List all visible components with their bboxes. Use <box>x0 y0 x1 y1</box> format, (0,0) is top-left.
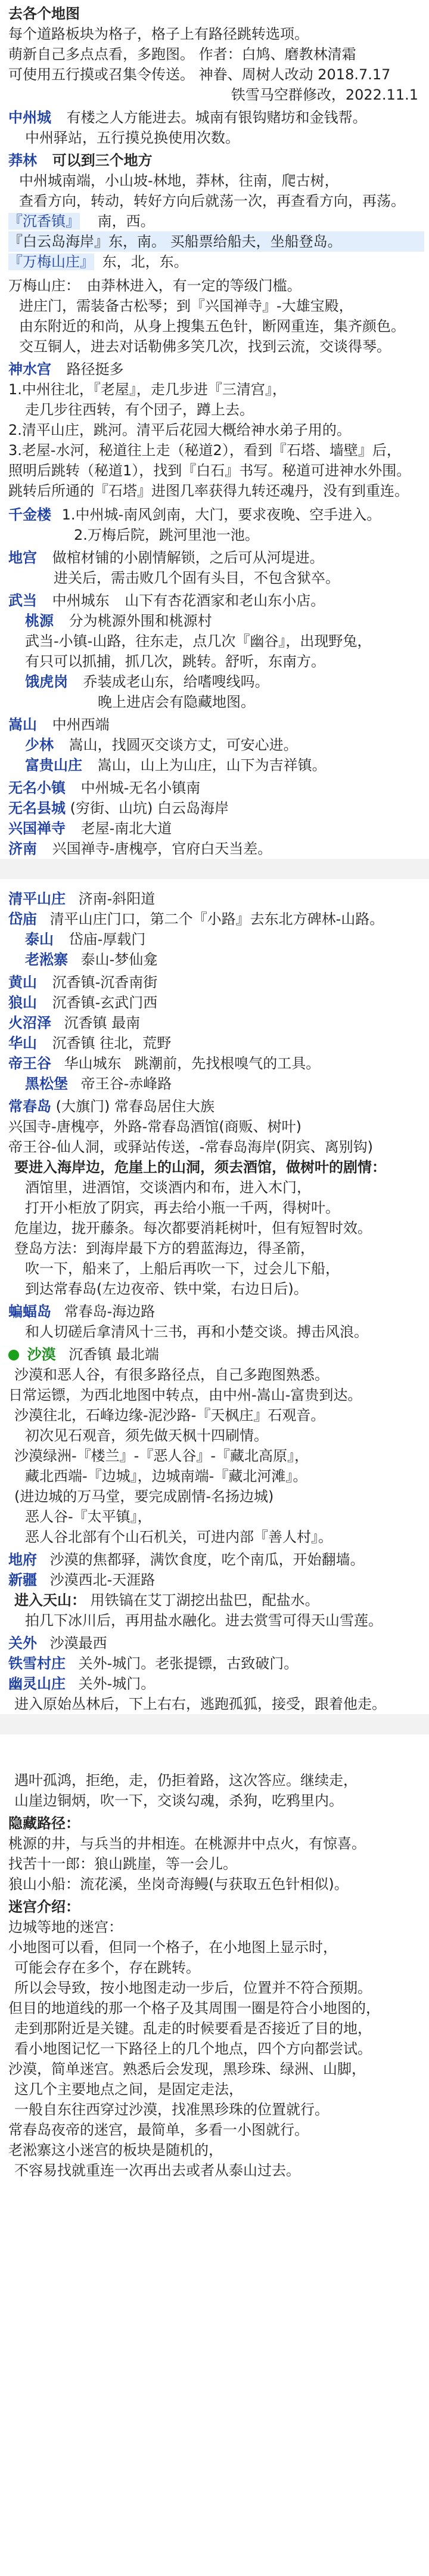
entry-text: 可能会存在多个，存在跳转。 <box>14 1959 200 1976</box>
guide-sheet-2 <box>0 882 429 1739</box>
entry-text: 到达常春岛(左边夜帝、铁中棠，右边日后)。 <box>25 1281 308 1297</box>
entry-huangshan <box>8 972 424 992</box>
entry-text: (大旗门) 常春岛居住大族 <box>55 1098 214 1115</box>
entry-guanwai <box>8 1633 424 1653</box>
entry-text: 跳转后所通的『石塔』进图几率获得九转还魂丹，没有到重连。 <box>8 483 409 499</box>
entry-text: 常春岛夜帝的迷宫，最简单，多看一小图就行。 <box>8 2122 309 2138</box>
entry-text: 走到那附近是关键。乱走的时候要看是否接近了目的地， <box>14 2020 372 2037</box>
route-label: 『沉香镇』 <box>8 213 80 230</box>
place-heading: 富贵山庄 <box>25 757 82 774</box>
entry-heisongbao <box>8 1074 424 1094</box>
place-heading: 中州城 <box>8 109 51 126</box>
route-label: 『万梅山庄』 <box>8 253 94 270</box>
entry-shaolin <box>8 735 424 755</box>
entry-text: 分为桃源外围和桃源村 <box>69 613 212 629</box>
place-heading: 济南 <box>8 840 37 857</box>
entry-text: 走几步往西转，有个団子，蹲上去。 <box>25 401 254 418</box>
entry-text: 酒馆里，进酒馆，交谈酒内和布，进入木门， <box>25 1179 311 1196</box>
entry-text: 要进入海岸边，危崖上的山洞，须去酒馆，做树叶的剧情： <box>14 1159 386 1176</box>
place-heading: 无名小镇 <box>8 780 66 796</box>
place-heading: 蝙蝠岛 <box>8 1303 51 1320</box>
entry-text: 华山城东 <box>64 1055 122 1072</box>
entry-xingguo <box>8 818 424 839</box>
entry-text: 查看方向，转动，转好方向后就荡一次，再查看方向，再荡。 <box>19 193 405 209</box>
sheet-divider <box>0 1714 429 1734</box>
place-heading: 嵩山 <box>8 716 37 733</box>
entry-wuming-xian <box>8 798 424 818</box>
entry-text: 沙漠和恶人谷，有很多路径点，自己多跑图熟悉。 <box>14 1366 329 1383</box>
place-heading: 地府 <box>8 1551 37 1568</box>
place-heading: 岱庙 <box>8 911 37 927</box>
doc-intro: 可使用五行摸或召集令传送。 神眷、周树人改动 2018.7.17 <box>8 66 391 83</box>
entry-huashan <box>8 1033 424 1053</box>
place-heading: 桃源 <box>25 613 54 629</box>
entry-text: 3.老屋-水河，秘道往上走（秘道2），看到『石塔、墙壁』后， <box>8 442 401 459</box>
entry-text: (进边城的万马堂，要完成剧情-名扬边城) <box>14 1488 274 1505</box>
entry-tiexue <box>8 1653 424 1674</box>
entry-text: 桃源的井，与兵当的井相连。在桃源井中点火，有惊喜。 <box>8 1835 366 1852</box>
entry-text: 用铁镐在艾丁湖挖出盐巴，配盐水。 <box>90 1592 319 1609</box>
entry-text: 岱庙-厚载门 <box>69 931 146 948</box>
entry-xinjiang <box>8 1570 424 1590</box>
entry-text: 沉香镇 往北，荒野 <box>52 1035 172 1052</box>
place-heading: 千金楼 <box>8 506 51 523</box>
entry-text: 恶人谷北部有个山石机关，可进内部『善人村』。 <box>25 1529 332 1545</box>
entry-text: 进关后，需击败几个固有头目，不包含狱卒。 <box>54 570 340 586</box>
entry-text: (穷街、山坑) 白云岛海岸 <box>70 800 229 817</box>
entry-text: 『白云岛海岸』东，南。 买船票给船夫，坐船登岛。 <box>8 231 424 252</box>
entry-tianshan <box>8 1590 424 1610</box>
doc-intro: 萌新自己多点点看，多跑图。 作者：白鸠、磨教林清霜 <box>8 46 356 63</box>
entry-text: 有只可以抓捕，抓几次，跳转。舒听，东南方。 <box>25 653 325 670</box>
entry-subtitle: 进入天山： <box>14 1592 86 1609</box>
entry-text: 帝王谷-仙人洞，或驿站传送，-常春岛海岸(阴宾、离别钩) <box>8 1139 374 1155</box>
place-heading: 泰山 <box>25 931 54 948</box>
sheet-divider <box>0 859 429 879</box>
entry-text: 恶人谷-『太平镇』， <box>25 1508 152 1525</box>
entry-text: 所以会导致，按小地图走动一步后，位置并不符合预期。 <box>14 1980 372 1996</box>
place-heading: 铁雪村庄 <box>8 1655 66 1672</box>
place-heading: 黄山 <box>8 974 37 991</box>
entry-text: 乔装成老山东，给嗜嗖线吗。 <box>83 673 269 690</box>
place-heading: 武当 <box>8 592 37 609</box>
entry-text: 兴国禅寺-唐槐亭，官府白天当差。 <box>52 840 272 857</box>
entry-text: 沉香镇 最北端 <box>69 1346 159 1363</box>
green-dot-icon <box>8 1350 19 1360</box>
entry-text: 关外-城门。老张提镖，古致破门。 <box>78 1655 299 1672</box>
entry-text: 沙漠往北，石峰边缘-泥沙路-『天枫庄』石观音。 <box>14 1407 325 1424</box>
entry-text: 拍几下冰川后，再用盐水融化。进去赏雪可得天山雪莲。 <box>25 1612 383 1629</box>
place-heading: 关外 <box>8 1635 37 1652</box>
place-heading: 地宫 <box>8 549 37 566</box>
entry-text: 小地图可以看，但同一个格子，在小地图上显示时， <box>8 1939 337 1956</box>
entry-taoyuan <box>8 611 424 631</box>
entry-text: 找苦十一郎：狼山跳崖，等一会儿。 <box>8 1856 237 1872</box>
entry-laosong <box>8 950 424 970</box>
place-heading: 新疆 <box>8 1572 37 1588</box>
entry-text: 沙漠西北-天涯路 <box>49 1572 156 1588</box>
entry-text: 进入原始丛林后，下上右右，逃跑孤狐，接受，跟着他走。 <box>14 1696 386 1712</box>
entry-text: 山崖边铜炳，吹一下，交谈勾魂，杀狗，吃鸦里内。 <box>14 1792 343 1809</box>
entry-text: 南，西。 <box>97 213 155 230</box>
entry-text: 沙漠，简单迷宫。熟悉后会发现，黑珍珠、绿洲、山脚， <box>8 2061 366 2077</box>
entry-langshan <box>8 992 424 1013</box>
entry-jinan <box>8 839 424 859</box>
entry-text: 中州城南端，小山坡-林地，莽林，往南，爬古树， <box>19 172 339 189</box>
entry-text: 2.清平山庄，跳河。清平后花园大概给神水弟子用的。 <box>8 422 351 438</box>
place-heading: 帝王谷 <box>8 1055 51 1072</box>
entry-text: 不容易找就重连一次再出去或者从泰山过去。 <box>14 2162 300 2179</box>
entry-text: 东，北，东。 <box>102 253 188 270</box>
entry-subtitle: 路径挺多 <box>66 361 124 378</box>
entry-manglin <box>8 150 424 171</box>
guide-sheet-3 <box>0 1734 429 2576</box>
entry-text: 这几个主要地点之间，是固定走法， <box>14 2081 243 2098</box>
entry-text: 嵩山，山上为山庄，山下为吉祥镇。 <box>97 757 327 774</box>
entry-qingping <box>8 889 424 909</box>
entry-text: 和人切磋后拿清风十三书，再和小楚交谈。搏击风浪。 <box>25 1323 368 1340</box>
place-heading: 清平山庄 <box>8 890 66 907</box>
place-heading: 常春岛 <box>8 1098 51 1115</box>
entry-text: 老淞寨这小迷宫的板块是随机的， <box>8 2142 223 2158</box>
place-heading: 饿虎岗 <box>25 673 68 690</box>
place-heading: 神水宫 <box>8 361 51 378</box>
entry-wudang <box>8 590 424 611</box>
entry-text: 中州城-无名小镇南 <box>80 780 201 796</box>
place-heading: 幽灵山庄 <box>8 1675 66 1692</box>
entry-text: 山下有杏花酒家和老山东小店。 <box>125 592 325 609</box>
place-heading: 无名县城 <box>8 800 66 817</box>
entry-text: 打开小柜放了阴宾，再去给小瓶一千两，得树叶。 <box>25 1199 340 1216</box>
entry-text: 沙漠的焦都驿，满饮食度，吃个南瓜，开始翻墙。 <box>49 1551 365 1568</box>
entry-shenshui <box>8 359 424 379</box>
entry-text: 沉香镇-玄武门西 <box>52 994 158 1011</box>
entry-text: 泰山-梦仙龛 <box>80 951 158 968</box>
entry-difu <box>8 1550 424 1570</box>
entry-text: 沉香镇-沉香南街 <box>52 974 158 991</box>
place-heading: 狼山 <box>8 994 37 1011</box>
entry-wanmei <box>8 276 424 296</box>
entry-text: 进庄门，需装备古松琴；到『兴国禅寺』-大雄宝殿， <box>19 298 353 314</box>
entry-qianjin <box>8 505 424 525</box>
entry-text: 帝王谷-赤峰路 <box>80 1075 172 1092</box>
entry-text: 藏北西端-『边城』，边城南端-『藏北河滩』。 <box>25 1468 307 1485</box>
entry-wanmei-route <box>8 252 424 272</box>
entry-text: 关外-城门。 <box>78 1675 156 1692</box>
entry-text: 日常运镖，为西北地图中转点，由中州-嵩山-富贵到达。 <box>8 1387 362 1403</box>
entry-digong <box>8 548 424 568</box>
place-heading: 黑松堡 <box>25 1075 68 1092</box>
place-heading: 兴国禅寺 <box>8 820 66 837</box>
entry-text: 登岛方法：到海岸最下方的碧蓝海边，得圣箭， <box>14 1240 315 1257</box>
entry-text: 狼山小船：流花溪，坐岗奇海鳗(与获取五色针相似)。 <box>8 1876 349 1892</box>
entry-bianfu <box>8 1301 424 1322</box>
entry-text: 晚上进店会有隐藏地图。 <box>98 694 255 710</box>
entry-zhongzhou <box>8 107 424 128</box>
doc-intro: 每个道路板块为格子，格子上有路径跳转选项。 <box>8 26 309 42</box>
place-heading: 老淞寨 <box>25 951 68 968</box>
entry-text: 中州西端 <box>52 716 110 733</box>
entry-subtitle: 可以到三个地方 <box>52 152 153 169</box>
entry-text: 中州城东 <box>52 592 110 609</box>
guide-sheet-1 <box>0 0 429 859</box>
entry-text: 嵩山，找圆灭交谈方丈，可安心进。 <box>69 737 298 753</box>
place-heading: 火沼泽 <box>8 1015 51 1031</box>
entry-text: 济南-斜阳道 <box>78 890 156 907</box>
entry-text: 一般自东往西穿过沙漠，找准黑珍珠的位置就行。 <box>14 2101 329 2118</box>
entry-taishan <box>8 929 424 950</box>
entry-text: 沙漠绿洲-『楼兰』-『恶人谷』-『藏北高原』， <box>14 1448 309 1464</box>
doc-intro: 铁雪马空群修改，2022.11.1 <box>231 86 418 103</box>
entry-text: 清平山庄门口，第二个『小路』去东北方碑林-山路。 <box>49 911 384 927</box>
entry-songshan <box>8 715 424 735</box>
entry-text: 看小地图记忆一下路径上的几个地点，四个方向都尝试。 <box>14 2040 372 2057</box>
section-heading: 隐藏路径： <box>8 1815 80 1832</box>
entry-text: 中州驿站，五行摸兑换使用次数。 <box>25 129 240 146</box>
entry-changchun <box>8 1096 424 1117</box>
place-heading: 沙漠 <box>27 1346 56 1363</box>
entry-text: 沙漠最西 <box>49 1635 107 1652</box>
entry-text: 跳潮前，先找根嗅气的工具。 <box>134 1055 321 1072</box>
place-heading: 少林 <box>25 737 54 753</box>
entry-diwanggu <box>8 1053 424 1074</box>
entry-text: 1.中州往北，『老屋』，走几步进『三清宫』， <box>8 381 287 398</box>
entry-text: 1.中州城-南风剑南，大门，要求夜晚、空手进入。 <box>61 506 381 523</box>
entry-text: 由东附近的和尚，从身上搜集五色针，断网重连，集齐颜色。 <box>19 318 405 335</box>
entry-text: 照明后跳转（秘道1），找到『白石』书写。秘道可进神水外围。 <box>8 462 411 479</box>
entry-text: 但目的地道线的那一个格子及其周围一圈是符合小地图的， <box>8 2000 380 2017</box>
entry-ehugang <box>8 672 424 692</box>
entry-youling <box>8 1674 424 1694</box>
entry-text: 兴国寺-唐槐亭，外路-常春岛酒馆(商贩、树叶) <box>8 1118 302 1135</box>
entry-text: 初次见石观音，须先做天枫十四刷情。 <box>25 1427 268 1444</box>
entry-text: 交互铜人，进去对话勒佛多笑几次，找到云流，交谈得琴。 <box>19 338 391 355</box>
doc-title: 去各个地图 <box>8 5 80 22</box>
entry-text: 有楼之人方能进去。城南有银钩赌坊和金钱帮。 <box>66 109 367 126</box>
entry-text: 做棺材铺的小剧情解锁，之后可从河堤进。 <box>52 549 324 566</box>
entry-text: 遇叶孤鸿，拒绝，走，仍拒着路，这次答应。继续走， <box>14 1772 358 1789</box>
entry-text: 武当-小镇-山路，往东走，点几次『幽谷』，出现野兔， <box>25 633 372 650</box>
entry-huozhaoze <box>8 1013 424 1033</box>
place-heading: 莽林 <box>8 152 37 169</box>
entry-text: 常春岛-海边路 <box>64 1303 156 1320</box>
entry-chenxiang <box>8 211 424 231</box>
entry-shamo <box>8 1344 424 1365</box>
entry-fugui <box>8 755 424 775</box>
section-heading: 迷宫介绍： <box>8 1898 80 1915</box>
entry-text: 边城等地的迷宫： <box>8 1919 123 1935</box>
entry-text: 由莽林进入，有一定的等级门槛。 <box>86 277 301 294</box>
entry-text: 老屋-南北大道 <box>80 820 172 837</box>
entry-wuming-zhen <box>8 778 424 798</box>
entry-text: 危崖边，拢开藤条。每次都要消耗树叶，但有短智时效。 <box>14 1220 372 1236</box>
entry-text: 吹一下，船来了，上船后再吹一下，过会儿下船， <box>25 1260 340 1277</box>
entry-text: 沉香镇 最南 <box>64 1015 141 1031</box>
entry-daimiao <box>8 909 424 929</box>
entry-text: 2.万梅后院，跳河里池一池。 <box>74 527 259 543</box>
place-heading: 万梅山庄： <box>8 277 80 294</box>
place-heading: 华山 <box>8 1035 37 1052</box>
